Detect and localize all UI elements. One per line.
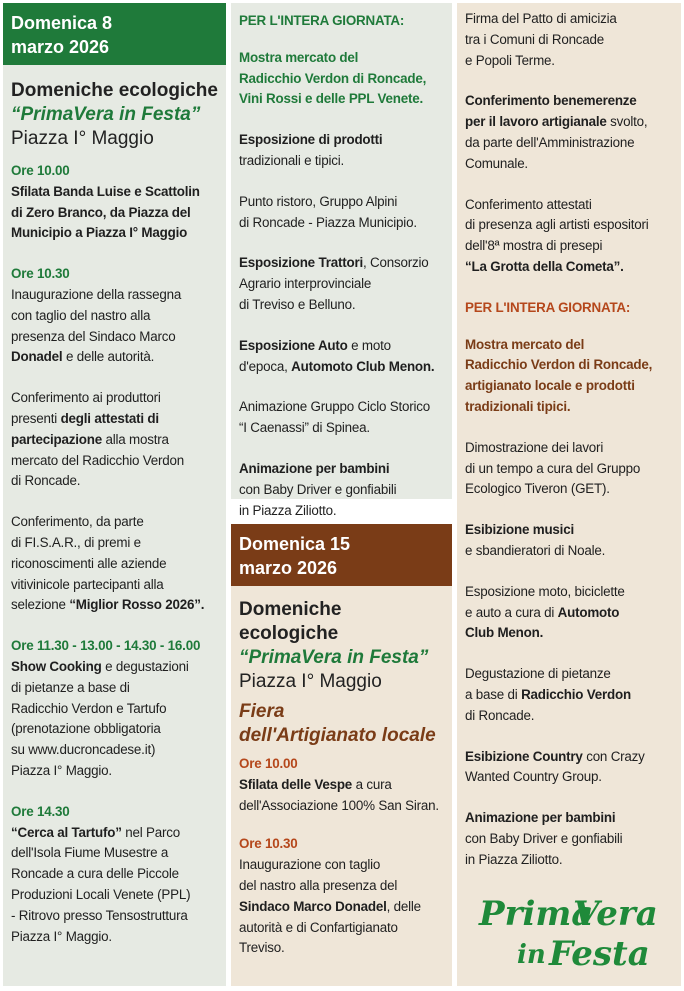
day2-event-1000: Ore 10.00 Sfilata delle Vespe a cura dell'Associazione 100% San Siran. <box>239 756 439 813</box>
mostra-mercato-1: Mostra mercato del Radicchio Verdon di Roncade, Vini Rossi e delle PPL Venete. <box>239 49 427 107</box>
esposizione-prodotti: Esposizione di prodotti tradizionali e tipici. <box>239 132 383 168</box>
day2-place: Piazza I° Maggio <box>239 671 382 692</box>
esposizione-trattori: Esposizione Trattori, Consorzio Agrario interprovinciale di Treviso e Belluno. <box>239 255 429 312</box>
animazione-bambini-2: Animazione per bambini con Baby Driver e gonfiabili in Piazza Ziliotto. <box>465 810 623 867</box>
punto-ristoro: Punto ristoro, Gruppo Alpini di Roncade - Piazza Municipio. <box>239 193 417 230</box>
esibizione-musici: Esibizione musici e sbandieratori di Noale. <box>465 522 606 558</box>
day1-show-cooking: Ore 11.30 - 13.00 - 14.30 - 16.00 Show Cooking e degustazioni di pietanze a base di Radicchio Verdon e Tartufo (prenotazione obbligatoria su www.ducroncadese.it) Piazza I° Maggio. <box>11 638 201 778</box>
esibizione-country: Esibizione Country con Crazy Wanted Country Group. <box>465 748 645 785</box>
day2-date-header: Domenica 15 marzo 2026 <box>231 524 452 586</box>
day1-tartufo: Ore 14.30 “Cerca al Tartufo” nel Parco dell'Isola Fiume Musestre a Roncade a cura delle Piccole Produzioni Locali Venete (PPL) - Ritrovo presso Tensostruttura Piazza I° Maggio. <box>11 803 191 944</box>
animazione-ciclo-storico: Animazione Gruppo Ciclo Storico “I Caenassi” di Spinea. <box>239 399 431 436</box>
day2-event-1030: Ore 10.30 Inaugurazione con taglio del nastro alla presenza del Sindaco Marco Donadel, delle autorità e di Confartigianato Treviso. <box>239 836 421 956</box>
day1-fisar: Conferimento, da parte di FI.S.A.R., di premi e riconoscimenti alle aziende vitivinicole partecipanti alla selezione “Miglior Rosso 2026”. <box>11 514 205 613</box>
benemerenze: Conferimento benemerenze per il lavoro artigianale svolto, da parte dell'Amministrazione Comunale. <box>465 93 648 171</box>
day2-fiera-title: Fiera dell'Artigianato locale <box>239 701 436 746</box>
day1-title: Domeniche ecologiche <box>11 80 218 101</box>
day1-column <box>3 3 226 986</box>
mostra-mercato-2: Mostra mercato del Radicchio Verdon di Roncade, artigianato locale e prodotti tradizionali tipici. <box>465 336 653 414</box>
day1-place: Piazza I° Maggio <box>11 128 154 149</box>
day2-title: Domeniche ecologiche <box>239 599 342 644</box>
dimostrazione-lavori: Dimostrazione dei lavori di un tempo a cura del Gruppo Ecologico Tiveron (GET). <box>465 439 641 497</box>
day1-attestati: Conferimento ai produttori presenti degli attestati di partecipazione alla mostra mercato del Radicchio Verdon di Roncade. <box>11 390 185 489</box>
degustazione-pietanze: Degustazione di pietanze a base di Radicchio Verdon di Roncade. <box>465 666 631 723</box>
day2-subtitle: “PrimaVera in Festa” <box>239 647 429 668</box>
all-day-heading: PER L'INTERA GIORNATA: <box>239 13 405 28</box>
day1-event-1030: Ore 10.30 Inaugurazione della rassegna con taglio del nastro alla presenza del Sindaco Marco Donadel e delle autorità. <box>11 266 182 365</box>
primavera-in-festa-logo: Prima Vera in Festa <box>479 894 658 974</box>
animazione-bambini-1: Animazione per bambini con Baby Driver e gonfiabili in Piazza Ziliotto. <box>239 460 397 518</box>
all-day-heading-2: PER L'INTERA GIORNATA: <box>465 299 631 315</box>
day1-event-1000: Ore 10.00 Sfilata Banda Luise e Scattolin di Zero Branco, da Piazza del Municipio a Piazza I° Maggio <box>11 163 200 241</box>
day2-continued-column <box>457 3 681 986</box>
day1-all-day-column <box>231 3 452 518</box>
day1-subtitle: “PrimaVera in Festa” <box>11 104 201 125</box>
esposizione-auto: Esposizione Auto e moto d'epoca, Automoto Club Menon. <box>239 337 435 374</box>
attestati-presepi: Conferimento attestati di presenza agli artisti espositori dell'8ª mostra di presepi “La Grotta della Cometa”. <box>465 196 649 274</box>
esposizione-moto: Esposizione moto, biciclette e auto a cura di Automoto Club Menon. <box>465 583 625 641</box>
patto-amicizia: Firma del Patto di amicizia tra i Comuni di Roncade e Popoli Terme. <box>465 11 617 68</box>
day2-column <box>231 524 452 986</box>
day1-date-header: Domenica 8 marzo 2026 <box>3 3 226 65</box>
